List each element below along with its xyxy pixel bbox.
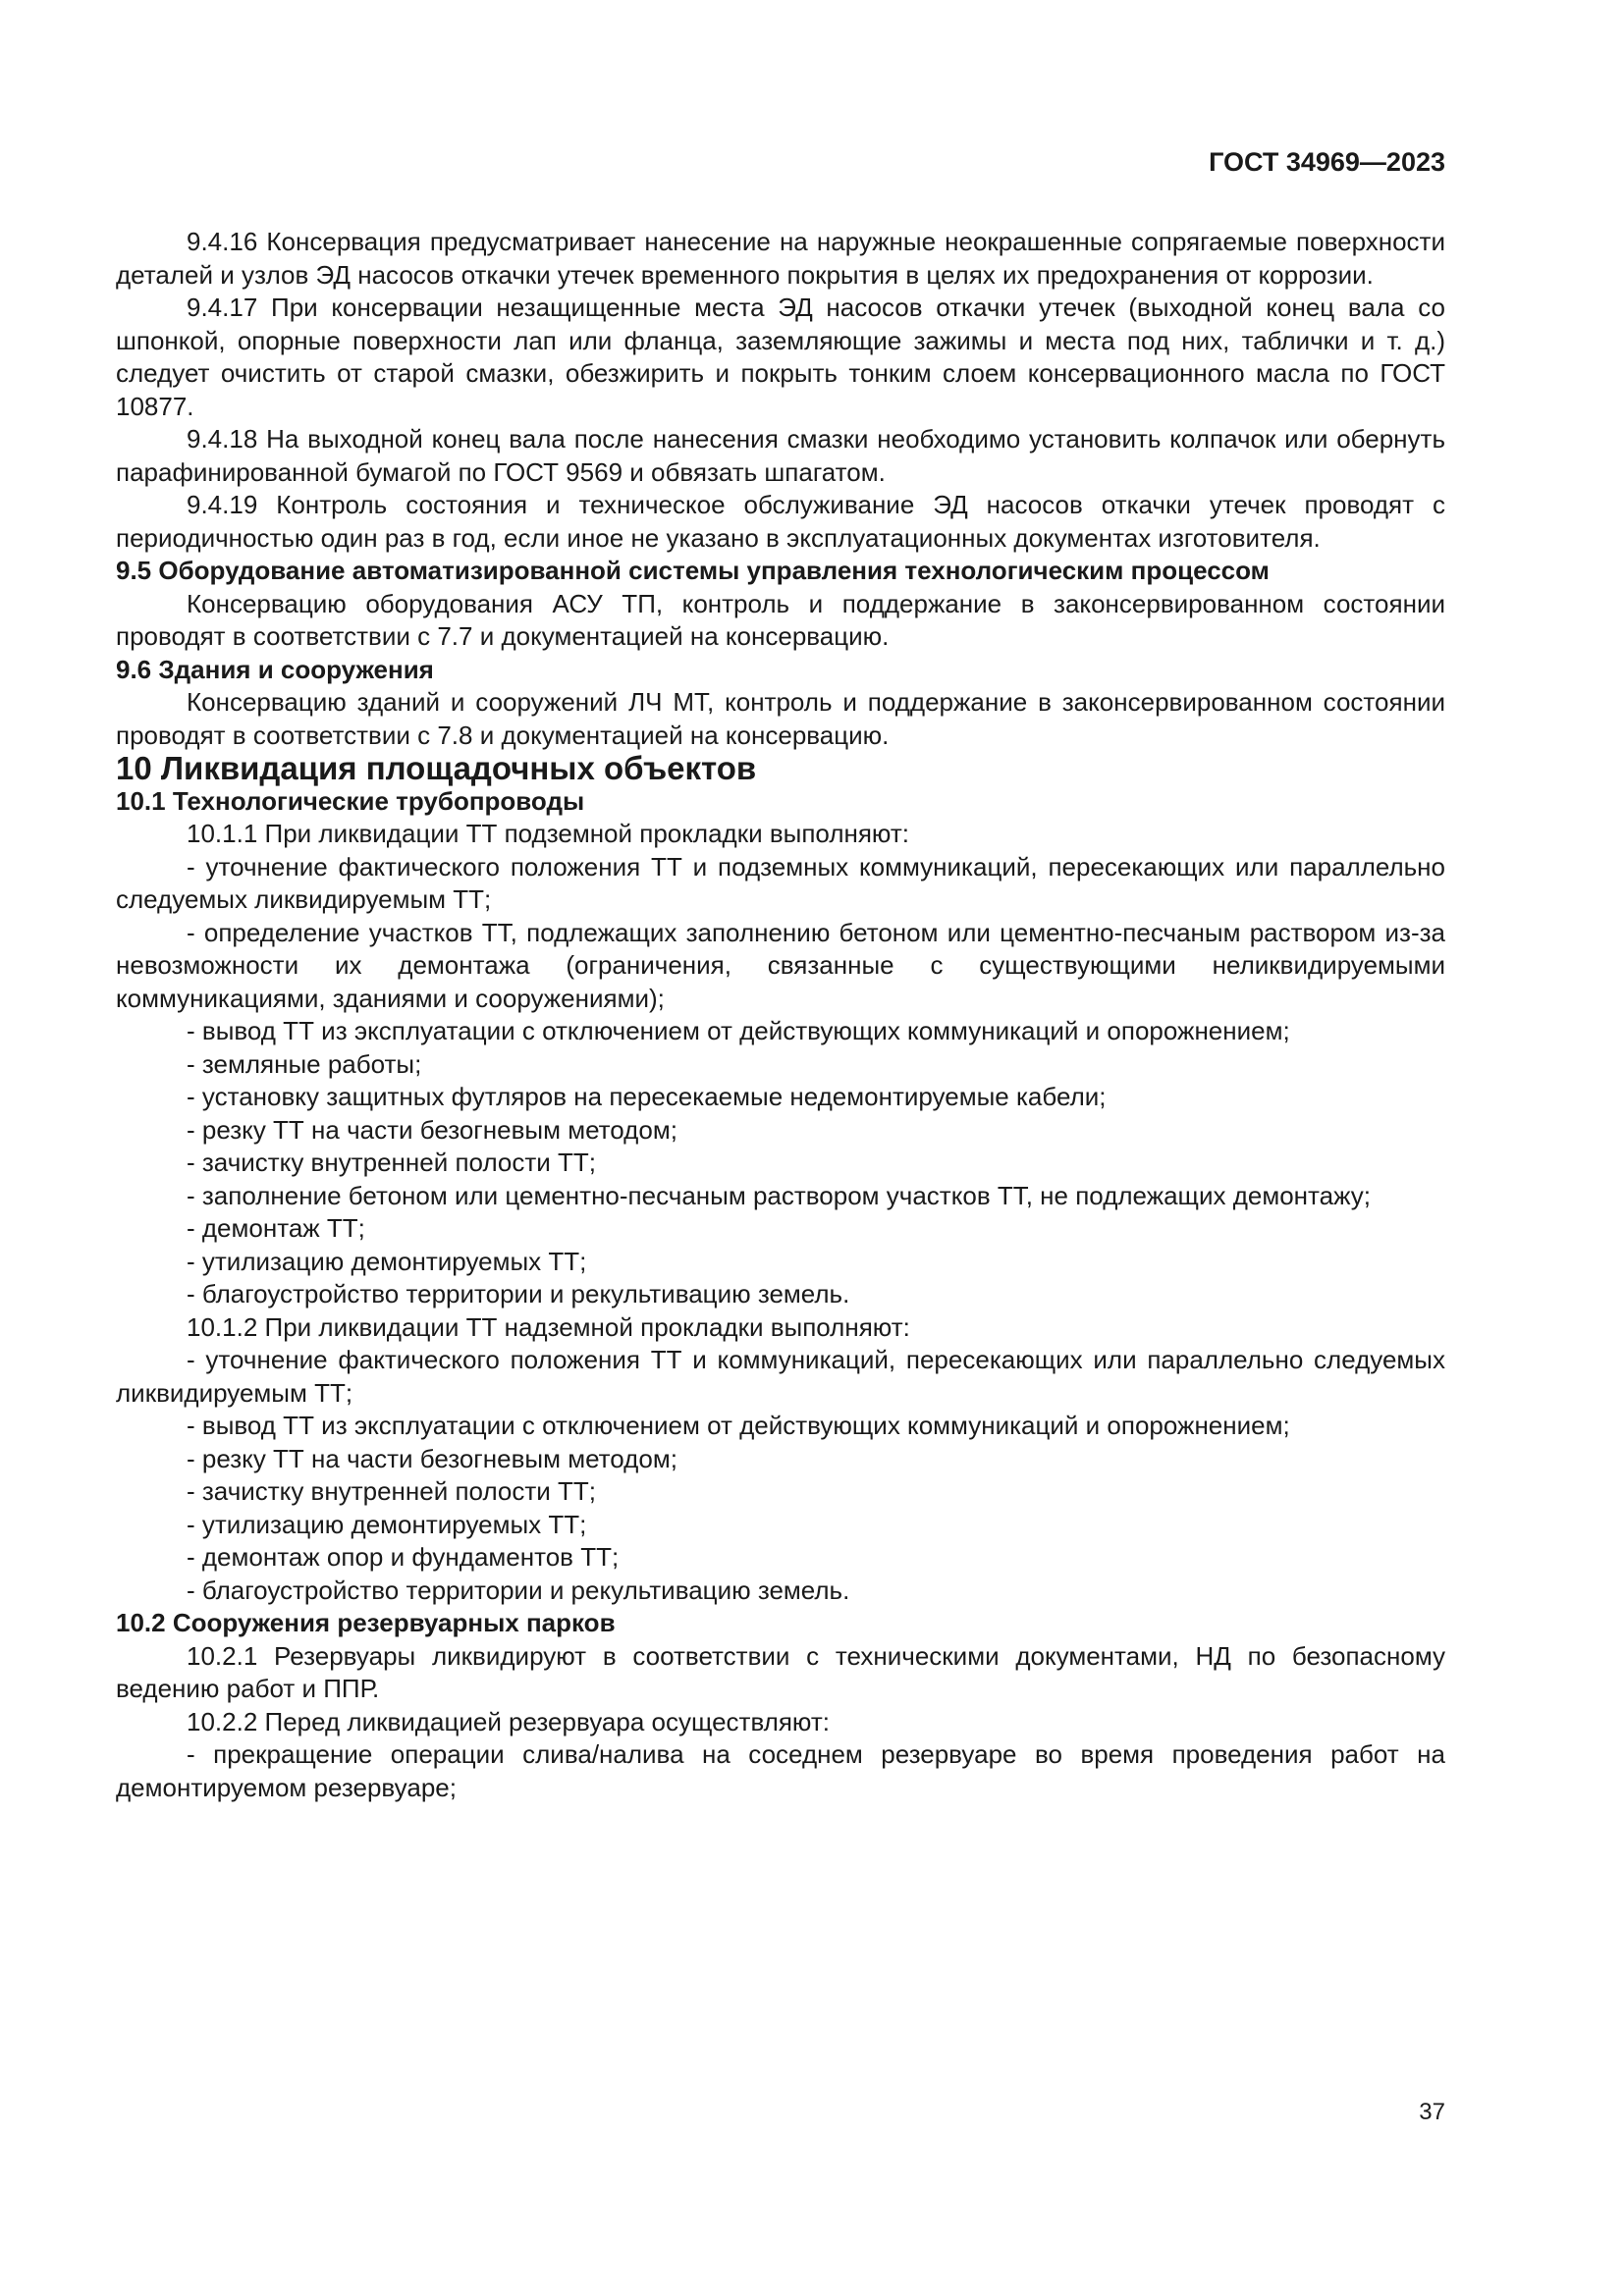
paragraph-10-2-1: 10.2.1 Резервуары ликвидируют в соответствии с техническими документами, НД по безопасному ведению работ и ППР. (116, 1640, 1445, 1703)
paragraph-10-1-1: 10.1.1 При ликвидации ТТ подземной прокладки выполняют: (187, 819, 909, 848)
paragraph-9-4-19: 9.4.19 Контроль состояния и техническое обслуживание ЭД насосов откачки утечек проводят с периодичностью один раз в год, если иное не указано в эксплуатационных документах изготовителя. (116, 490, 1445, 553)
paragraph-10-1-2: 10.1.2 При ликвидации ТТ надземной прокладки выполняют: (187, 1311, 910, 1342)
heading-10-1: 10.1 Технологические трубопроводы (116, 785, 585, 816)
document-code: ГОСТ 34969—2023 (1209, 147, 1445, 177)
heading-9-6: 9.6 Здания и сооружения (116, 654, 434, 684)
list-item: - уточнение фактического положения ТТ и подземных коммуникаций, пересекающих или параллельно следуемых ликвидируемым ТТ; (116, 851, 1445, 914)
list-item: - демонтаж опор и фундаментов ТТ; (187, 1542, 620, 1572)
list-item: - утилизацию демонтируемых ТТ; (187, 1246, 587, 1276)
list-item: - демонтаж ТТ; (187, 1213, 365, 1243)
list-item: - заполнение бетоном или цементно-песчаным раствором участков ТТ, не подлежащих демонтажу; (187, 1180, 1372, 1210)
list-item: - резку ТТ на части безогневым методом; (187, 1443, 677, 1473)
heading-10: 10 Ликвидация площадочных объектов (116, 750, 757, 786)
list-item: - резку ТТ на части безогневым методом; (187, 1114, 677, 1145)
list-item: - благоустройство территории и рекультивацию земель. (187, 1575, 850, 1605)
list-item: - зачистку внутренней полости ТТ; (187, 1476, 597, 1506)
paragraph-9-4-16: 9.4.16 Консервация предусматривает нанесение на наружные неокрашенные сопрягаемые поверхности деталей и узлов ЭД насосов откачки утечек временного покрытия в целях их предохранения от коррозии. (116, 227, 1445, 290)
list-item: - утилизацию демонтируемых ТТ; (187, 1509, 587, 1539)
list-item: - уточнение фактического положения ТТ и коммуникаций, пересекающих или параллельно следуемых ликвидируемым ТТ; (116, 1345, 1445, 1408)
page-number: 37 (1419, 2099, 1445, 2125)
list-item: - установку защитных футляров на пересекаемые недемонтируемые кабели; (187, 1082, 1107, 1111)
document-body (116, 226, 1445, 1804)
list-item: - земляные работы; (187, 1048, 422, 1079)
list-item: - благоустройство территории и рекультивацию земель. (187, 1279, 850, 1308)
heading-9-5: 9.5 Оборудование автоматизированной системы управления технологическим процессом (116, 556, 1270, 585)
paragraph-9-4-17: 9.4.17 При консервации незащищенные места ЭД насосов откачки утечек (выходной конец вала со шпонкой, опорные поверхности лап или фланца, заземляющие зажимы и места под них, таблички и т. д.) следует очистить от старой смазки, обезжирить и покрыть тонким слоем консервационного масла по ГОСТ 10877. (116, 293, 1445, 421)
list-item: - вывод ТТ из эксплуатации с отключением от действующих коммуникаций и опорожнением; (187, 1411, 1290, 1440)
paragraph-9-4-18: 9.4.18 На выходной конец вала после нанесения смазки необходимо установить колпачок или обернуть парафинированной бумагой по ГОСТ 9569 и обвязать шпагатом. (116, 424, 1445, 487)
list-item: - определение участков ТТ, подлежащих заполнению бетоном или цементно-песчаным раствором из-за невозможности их демонтажа (ограничения, связанные с существующими неликвидируемыми коммуникациями, зданиями и сооружениями); (116, 917, 1445, 1013)
paragraph-10-2-2: 10.2.2 Перед ликвидацией резервуара осуществляют: (187, 1706, 830, 1736)
list-item: - зачистку внутренней полости ТТ; (187, 1148, 597, 1177)
paragraph-9-5: Консервацию оборудования АСУ ТП, контроль и поддержание в законсервированном состоянии проводят в соответствии с 7.7 и документацией на консервацию. (116, 588, 1445, 651)
paragraph-9-6: Консервацию зданий и сооружений ЛЧ МТ, контроль и поддержание в законсервированном состоянии проводят в соответствии с 7.8 и документацией на консервацию. (116, 687, 1445, 750)
list-item: - вывод ТТ из эксплуатации с отключением от действующих коммуникаций и опорожнением; (187, 1016, 1290, 1045)
list-item: - прекращение операции слива/налива на соседнем резервуаре во время проведения работ на демонтируемом резервуаре; (116, 1739, 1445, 1802)
heading-10-2: 10.2 Сооружения резервуарных парков (116, 1608, 616, 1637)
